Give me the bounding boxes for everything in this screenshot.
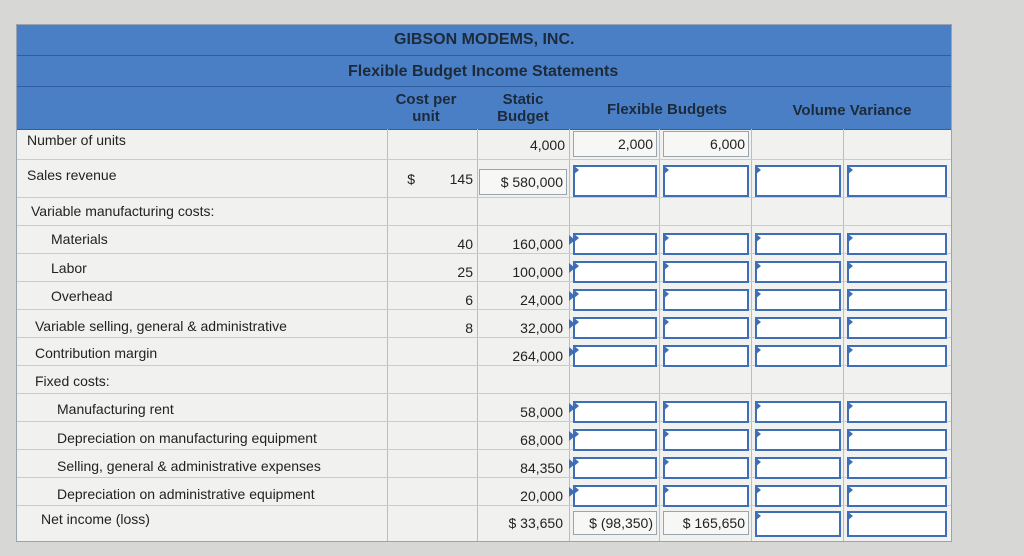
flex1-dep-admin-input[interactable] <box>573 485 657 507</box>
label-manufacturing-rent: Manufacturing rent <box>57 401 174 417</box>
variance-variable-sga-input[interactable] <box>755 317 841 339</box>
grid-line <box>843 129 844 541</box>
label-sales-revenue: Sales revenue <box>27 167 117 183</box>
variance-dep-admin-input[interactable] <box>755 485 841 507</box>
col-header-volume-variance: Volume Variance <box>792 102 912 119</box>
variance-rent-label-input[interactable] <box>847 401 947 423</box>
static-net-income: $ 33,650 <box>508 515 563 531</box>
variance-labor-input[interactable] <box>755 261 841 283</box>
row-separator <box>17 197 951 198</box>
label-variable-sga: Variable selling, general & administrative <box>35 318 287 334</box>
variance-contribution-label-input[interactable] <box>847 345 947 367</box>
label-materials: Materials <box>51 231 108 247</box>
statement-title: Flexible Budget Income Statements <box>348 63 619 80</box>
variance-sga-exp-label-input[interactable] <box>847 457 947 479</box>
grid-line <box>751 129 752 541</box>
flex2-dep-admin-input[interactable] <box>663 485 749 507</box>
variance-dep-admin-label-input[interactable] <box>847 485 947 507</box>
variance-net-income-label-input[interactable] <box>847 511 947 537</box>
overhead-cost-per-unit: 6 <box>465 292 473 308</box>
variance-dep-mfg-input[interactable] <box>755 429 841 451</box>
grid-line <box>659 129 660 541</box>
label-net-income: Net income (loss) <box>41 511 150 527</box>
flex1-dep-mfg-input[interactable] <box>573 429 657 451</box>
static-variable-sga: 32,000 <box>520 320 563 336</box>
variance-net-income-input[interactable] <box>755 511 841 537</box>
flexible-budget-worksheet <box>16 24 952 542</box>
variance-materials-input[interactable] <box>755 233 841 255</box>
flex1-sales-input[interactable] <box>573 165 657 197</box>
flex1-rent-input[interactable] <box>573 401 657 423</box>
static-units: 4,000 <box>529 137 565 153</box>
sales-currency-symbol: $ <box>407 171 415 187</box>
static-contribution-margin: 264,000 <box>512 348 563 364</box>
grid-line <box>387 129 388 541</box>
variance-sga-exp-input[interactable] <box>755 457 841 479</box>
label-overhead: Overhead <box>51 288 113 304</box>
flex2-labor-input[interactable] <box>663 261 749 283</box>
static-depreciation-administrative: 20,000 <box>520 488 563 504</box>
variable-sga-cost-per-unit: 8 <box>465 320 473 336</box>
flex2-net-income: $ 165,650 <box>682 515 745 531</box>
flex2-dep-mfg-input[interactable] <box>663 429 749 451</box>
flex2-sga-exp-input[interactable] <box>663 457 749 479</box>
variance-contribution-input[interactable] <box>755 345 841 367</box>
label-variable-manufacturing-costs: Variable manufacturing costs: <box>31 203 215 219</box>
flex1-labor-input[interactable] <box>573 261 657 283</box>
row-separator <box>17 393 951 394</box>
variance-rent-input[interactable] <box>755 401 841 423</box>
static-materials: 160,000 <box>512 236 563 252</box>
variance-materials-label-input[interactable] <box>847 233 947 255</box>
flex1-sga-exp-input[interactable] <box>573 457 657 479</box>
col-header-flexible-budgets: Flexible Budgets <box>606 101 728 118</box>
static-depreciation-manufacturing: 68,000 <box>520 432 563 448</box>
flex1-materials-input[interactable] <box>573 233 657 255</box>
col-header-static-budget: Static Budget <box>497 91 549 125</box>
label-depreciation-manufacturing: Depreciation on manufacturing equipment <box>57 430 317 446</box>
label-number-of-units: Number of units <box>27 132 126 148</box>
flex2-variable-sga-input[interactable] <box>663 317 749 339</box>
variance-dep-mfg-label-input[interactable] <box>847 429 947 451</box>
variance-sales-input[interactable] <box>755 165 841 197</box>
label-contribution-margin: Contribution margin <box>35 345 158 361</box>
static-overhead: 24,000 <box>520 292 563 308</box>
flex2-units: 6,000 <box>709 136 745 152</box>
flex2-sales-input[interactable] <box>663 165 749 197</box>
variance-overhead-input[interactable] <box>755 289 841 311</box>
flex1-contribution-input[interactable] <box>573 345 657 367</box>
company-name: GIBSON MODEMS, INC. <box>394 31 575 48</box>
labor-cost-per-unit: 25 <box>457 264 473 280</box>
flex2-overhead-input[interactable] <box>663 289 749 311</box>
variance-sales-label-input[interactable] <box>847 165 947 197</box>
variance-variable-sga-label-input[interactable] <box>847 317 947 339</box>
variance-overhead-label-input[interactable] <box>847 289 947 311</box>
flex1-variable-sga-input[interactable] <box>573 317 657 339</box>
static-labor: 100,000 <box>512 264 563 280</box>
label-sga-expenses: Selling, general & administrative expenses <box>57 458 321 474</box>
flex1-units: 2,000 <box>617 136 653 152</box>
row-separator <box>17 159 951 160</box>
materials-cost-per-unit: 40 <box>457 236 473 252</box>
flex2-materials-input[interactable] <box>663 233 749 255</box>
label-labor: Labor <box>51 260 87 276</box>
static-manufacturing-rent: 58,000 <box>520 404 563 420</box>
static-sales: $ 580,000 <box>500 174 563 190</box>
static-sga-expenses: 84,350 <box>520 460 563 476</box>
label-fixed-costs: Fixed costs: <box>35 373 110 389</box>
sales-cost-per-unit: 145 <box>449 171 473 187</box>
flex2-contribution-input[interactable] <box>663 345 749 367</box>
flex1-overhead-input[interactable] <box>573 289 657 311</box>
grid-line <box>477 129 478 541</box>
variance-labor-label-input[interactable] <box>847 261 947 283</box>
grid-line <box>569 129 570 541</box>
row-separator <box>17 225 951 226</box>
flex2-rent-input[interactable] <box>663 401 749 423</box>
label-depreciation-administrative: Depreciation on administrative equipment <box>57 486 315 502</box>
col-header-cost-per-unit: Cost per unit <box>395 91 457 125</box>
flex1-net-income: $ (98,350) <box>589 515 653 531</box>
